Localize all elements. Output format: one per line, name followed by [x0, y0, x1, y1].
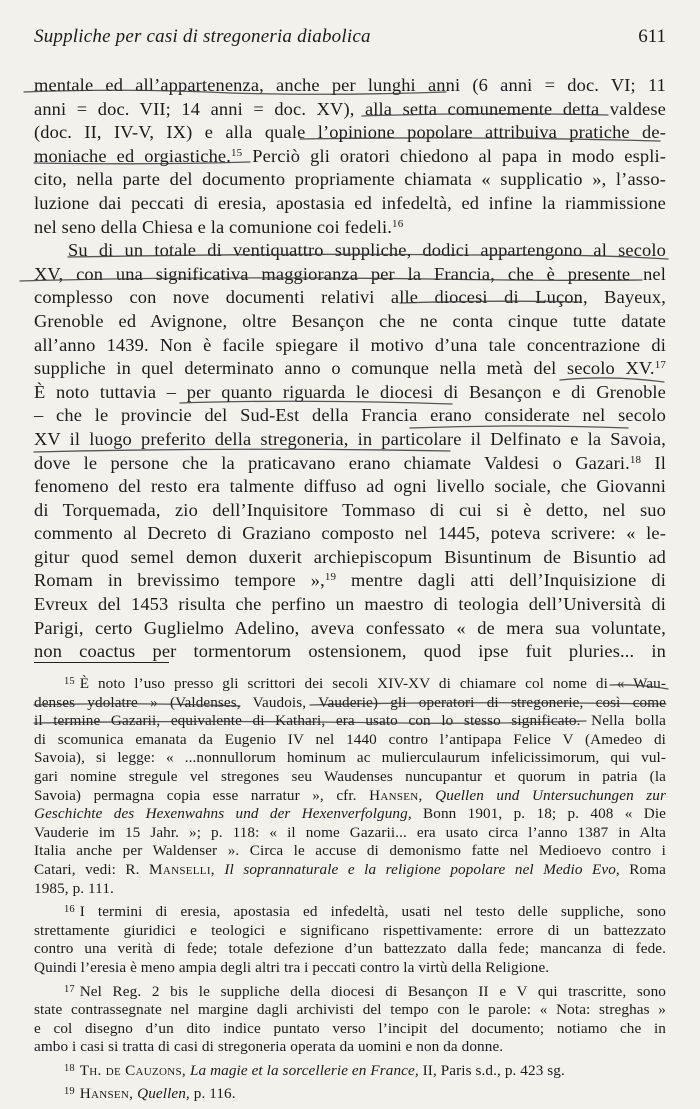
footnote-line: $^{18}$ Th. de Cauzons, La magie et la sorcellerie en France, II, Paris s.d., p. 423 sg. [64, 1061, 565, 1079]
footnote-divider [34, 662, 169, 663]
text-line: dove le persone che la praticavano erano chiamate Valdesi o Gazari.$^{18}$ Il [34, 452, 667, 473]
text-line: cito, nella parte del documento propriamente chiamata « supplicatio », l’asso- [34, 169, 666, 190]
footnote-number: 15 [64, 676, 75, 687]
text-line: XV il luogo preferito della stregoneria, in particolare il Delfinato e la Savoia, [34, 428, 666, 449]
footnote-line: e col disegno d’un dito indice puntato verso l’incipit del documento; notiamo che in [34, 1019, 666, 1037]
footnote-line: $^{19}$ Hansen, Quellen, p. 116. [64, 1085, 236, 1103]
footnote-line: strettamente giuridici e teologici e significano rispettivamente: errore di un battezzato [34, 921, 666, 939]
footnote-ref[interactable]: 18 [629, 453, 642, 466]
text-line: Grenoble ed Avignone, oltre Besançon che ne conta cinque tutte datate [34, 310, 666, 331]
footnote-line: gari nomine stregule vel stregones seu Waudenses nuncupantur et quorum in patria (la [34, 767, 666, 785]
text-line: anni = doc. VII; 14 anni = doc. XV), alla setta comunemente detta valdese [34, 98, 666, 119]
text-line: – che le provincie del Sud-Est della Francia erano considerate nel secolo [34, 405, 666, 426]
footnote-number: 19 [64, 1086, 75, 1098]
footnote-line: Quindi l’eresia è meno ampia degli altri tra i peccati contro la virtù della Religione. [34, 958, 550, 976]
footnote-line: Catari, vedi: R. Manselli, Il soprannaturale e la religione popolare nel Medio Evo, Roma [34, 860, 666, 878]
text-line: gitur quod semel demon duxerit archiepiscopum Bisuntinum de Bisuntio ad [34, 546, 666, 567]
footnote-line: $^{16}$ I termini di eresia, apostasia ed infedeltà, usati nel testo delle suppliche, sono [64, 903, 666, 921]
footnote-line: Vauderie im 15 Jahr. »; p. 118: « il nome Gazarii... era usato circa l’anno 1387 in Alta [34, 823, 666, 841]
footnote-line: 1985, p. 111. [34, 879, 114, 897]
page-header [34, 26, 666, 52]
text-line: complesso con nove documenti relativi alle diocesi di Luçon, Bayeux, [34, 287, 666, 308]
text-line: non coactus per tormentorum ostensionem, quod ipse fuit pluries... in [34, 641, 666, 662]
text-line: suppliche in quel determinato anno o comunque nella metà del secolo XV.$^{17}$ [34, 358, 666, 379]
text-line: È noto tuttavia – per quanto riguarda le diocesi di Besançon e di Grenoble [34, 381, 666, 402]
footnote-line: Savoia), si legge: « ...nonnullorum hominum ac mulierculaurum infelicissimorum, qui vul- [34, 749, 666, 767]
footnote-line: Savoia) permagna copia esse narratur », cfr. Hansen, Quellen und Untersuchungen zur [34, 786, 666, 804]
text-line: Parigi, certo Guglielmo Adelino, aveva confessato « de mera sua voluntate, [34, 617, 666, 638]
footnote-line: $^{15}$ È noto l’uso presso gli scrittori dei secoli XIV-XV di chiamare col nome di « Wau- [64, 675, 666, 692]
footnote-17 [34, 983, 666, 1057]
footnote-ref[interactable]: 15 [231, 146, 243, 159]
text-line: luzione dai peccati di eresia, apostasia ed infedeltà, ed infine la riammissione [34, 192, 666, 213]
footnote-ref[interactable]: 16 [392, 217, 404, 230]
footnote-number: 17 [64, 983, 75, 995]
running-title: Suppliche per casi di stregoneria diabolica [34, 26, 371, 47]
footnote-line: $^{17}$ Nel Reg. 2 bis le suppliche della diocesi di Besançon II e V qui trascritte, sono [64, 982, 666, 1000]
footnote-line: Italia anche per Waldenser ». Circa le accuse di demonismo fatte nel Medioevo contro i [34, 842, 666, 860]
footnote-18 [34, 1062, 666, 1081]
footnote-number: 16 [64, 904, 75, 916]
footnote-15 [34, 675, 666, 898]
text-line: (doc. II, IV-V, IX) e alla quale l’opinione popolare attribuiva pratiche de- [34, 122, 666, 143]
text-line: fenomeno del resto era talmente diffuso ad ogni livello sociale, che Giovanni [34, 476, 666, 497]
footnote-line: contro una verità di fede; totale defezione d’un battezzato dalla fede; mancanza di fede. [34, 940, 666, 958]
footnote-19 [34, 1085, 666, 1104]
text-line: XV, con una significativa maggioranza per la Francia, che è presente nel [34, 263, 666, 284]
text-line: Romam in brevissimo tempore »,$^{19}$ mentre dagli atti dell’Inquisizione di [34, 570, 666, 591]
footnote-line: Geschichte des Hexenwahns und der Hexenverfolgung, Bonn 1901, p. 18; p. 408 « Die [34, 805, 666, 823]
footnotes [34, 675, 666, 1109]
footnote-line: il termine Gazarii, equivalente di Kathari, era usato con lo stesso significato. Nella bolla [34, 712, 666, 730]
footnote-ref[interactable]: 17 [654, 359, 666, 372]
footnote-ref[interactable]: 19 [324, 571, 337, 584]
main-text [34, 74, 666, 664]
text-line: commento al Decreto di Graziano composto nel 1445, poteva scrivere: « le- [34, 523, 666, 544]
footnote-16 [34, 903, 666, 977]
text-line: moniache ed orgiastiche.$^{15}$ Perciò gli oratori chiedono al papa in modo espli- [34, 145, 667, 166]
text-line: Su di un totale di ventiquattro suppliche, dodici appartengono al secolo [68, 240, 666, 261]
text-line: nel seno della Chiesa e la comunione coi fedeli.$^{16}$ [34, 216, 404, 237]
text-line: all’anno 1439. Non è facile spiegare il motivo d’una tale concentrazione di [34, 334, 666, 355]
page-number: 611 [638, 26, 666, 47]
footnote-line: ambo i casi si tratta di casi di stregoneria operata da uomini e non da donne. [34, 1038, 504, 1056]
footnote-line: denses ydolatre » (Valdenses, Vaudois, Vauderie) gli operatori di stregonerie, così come [34, 693, 666, 711]
text-line: di Torquemada, zio dell’Inquisitore Tommaso di cui si è detto, nel suo [34, 499, 666, 520]
text-line: mentale ed all’appartenenza, anche per lunghi anni (6 anni = doc. VI; 11 [34, 75, 666, 95]
footnote-line: state contrassegnate nel margine dagli archivisti del tempo con le parole: « Nota: streghas » [34, 1001, 666, 1019]
footnote-number: 18 [64, 1062, 75, 1074]
text-line: Evreux del 1453 risulta che perfino un maestro di teologia dell’Università di [34, 594, 666, 615]
footnote-line: di scomunica emanata da Eugenio IV nel 1440 contro l’antipapa Felice V (Amedeo di [34, 730, 666, 748]
